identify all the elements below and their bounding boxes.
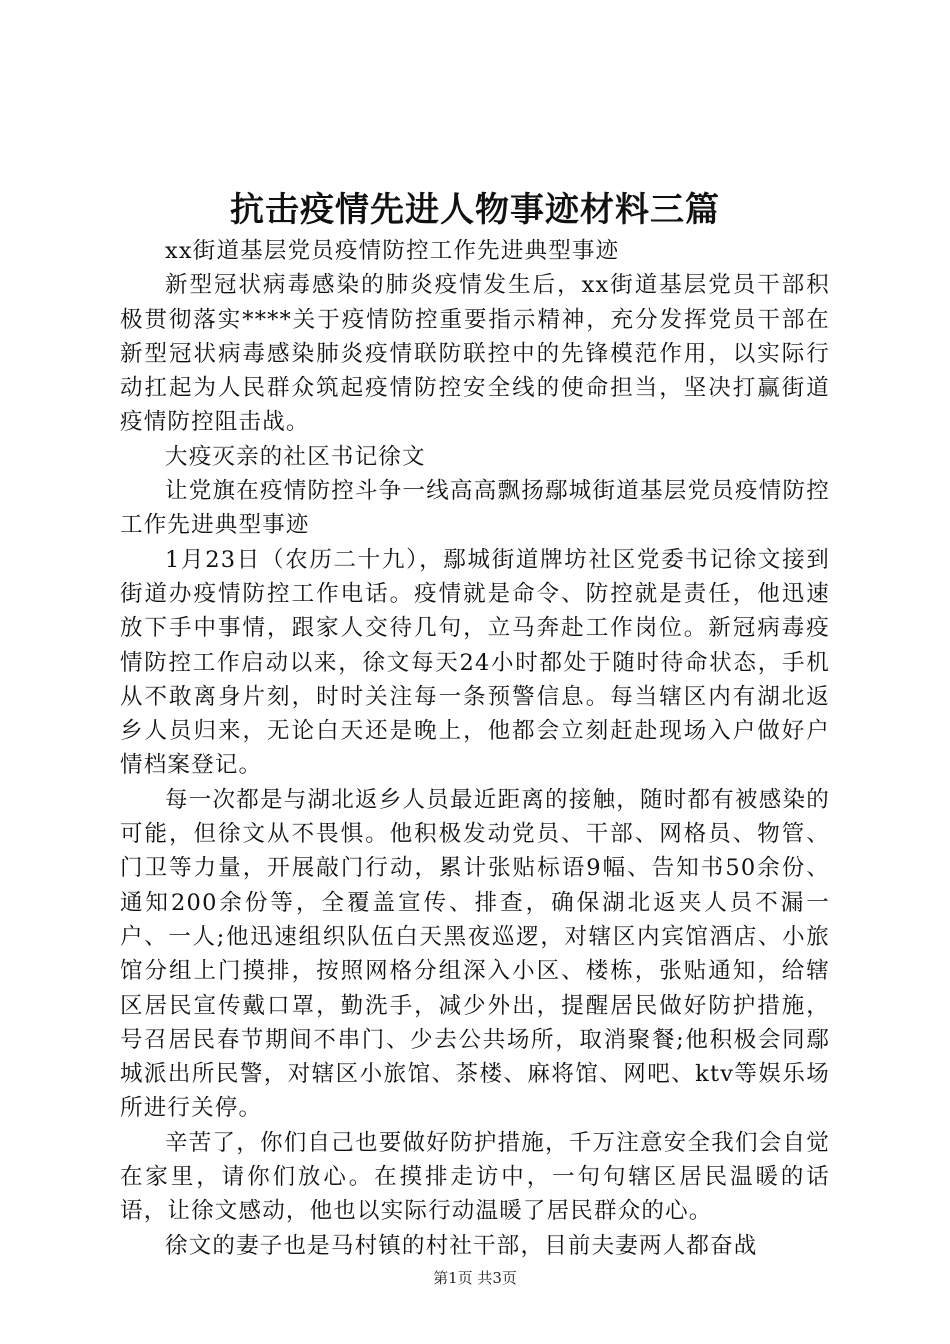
paragraph-subheading-3: 让党旗在疫情防控斗争一线高高飘扬鄢城街道基层党员疫情防控工作先进典型事迹 [120, 478, 830, 539]
paragraph-body-4: 徐文的妻子也是马村镇的村社干部，目前夫妻两人都奋战 [165, 1232, 758, 1259]
page-number-label: 第1页 共3页 [433, 1269, 517, 1287]
document-title: 抗击疫情先进人物事迹材料三篇 [230, 190, 720, 230]
document-body [120, 234, 830, 1263]
paragraph-body-2: 每一次都是与湖北返乡人员最近距离的接触，随时都有被感染的可能，但徐文从不畏惧。他积极发动党员、干部、网格员、物管、门卫等力量，开展敲门行动，累计张贴标语9幅、告知书50余份、通知200余份等，全覆盖宣传、排查，确保湖北返夹人员不漏一户、一人;他迅速组织队伍白天黑夜巡逻，对辖区内宾馆酒店、小旅馆分组上门摸排，按照网格分组深入小区、楼栋，张贴通知，给辖区居民宣传戴口罩，勤洗手，减少外出，提醒居民做好防护措施，号召居民春节期间不串门、少去公共场所，取消聚餐;他积极会同鄢城派出所民警，对辖区小旅馆、茶楼、麻将馆、网吧、ktv等娱乐场所进行关停。 [120, 786, 830, 1122]
paragraph-subheading-2: 大疫灭亲的社区书记徐文 [165, 443, 426, 470]
paragraph-subheading-1: xx街道基层党员疫情防控工作先进典型事迹 [165, 238, 620, 264]
paragraph-body-3: 辛苦了，你们自己也要做好防护措施，千万注意安全我们会自觉在家里，请你们放心。在摸排走访中，一句句辖区居民温暖的话语，让徐文感动，他也以实际行动温暖了居民群众的心。 [120, 1129, 830, 1225]
paragraph-intro: 新型冠状病毒感染的肺炎疫情发生后，xx街道基层党员干部积极贯彻落实****关于疫情防控重要指示精神，充分发挥党员干部在新型冠状病毒感染肺炎疫情联防联控中的先锋模范作用，以实际行动扛起为人民群众筑起疫情防控安全线的使命担当，坚决打赢街道疫情防控阻击战。 [120, 272, 830, 436]
paragraph-body-1: 1月23日（农历二十九），鄢城街道牌坊社区党委书记徐文接到街道办疫情防控工作电话。疫情就是命令、防控就是责任，他迅速放下手中事情，跟家人交待几句，立马奔赴工作岗位。新冠病毒疫情防控工作启动以来，徐文每天24小时都处于随时待命状态，手机从不敢离身片刻，时时关注每一条预警信息。每当辖区内有湖北返乡人员归来，无论白天还是晚上，他都会立刻赶赴现场入户做好户情档案登记。 [120, 546, 830, 779]
page-footer [0, 1268, 950, 1288]
